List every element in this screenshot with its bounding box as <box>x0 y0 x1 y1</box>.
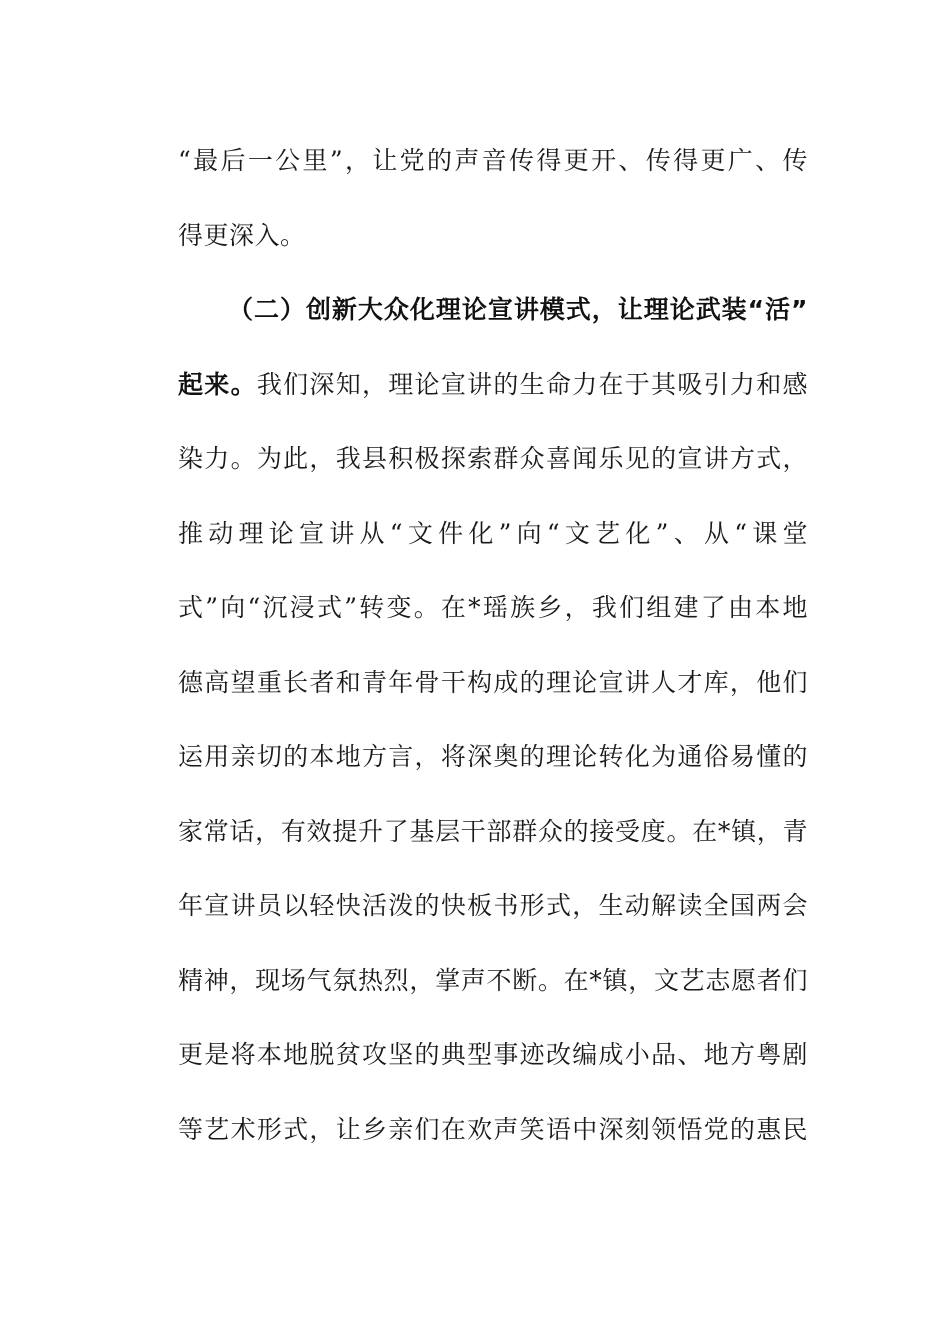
text-line: 染力。为此，我县积极探索群众喜闻乐见的宣讲方式， <box>178 444 808 473</box>
text-line: 式”向“沉浸式”转变。在*瑶族乡，我们组建了由本地 <box>178 593 808 622</box>
text-line: 等艺术形式，让乡亲们在欢声笑语中深刻领悟党的惠民 <box>178 1114 808 1144</box>
section-heading: （二）创新大众化理论宣讲模式，让理论武装“活” <box>228 295 808 324</box>
text-line: 得更深入。 <box>178 220 306 250</box>
paragraph-start: 我们深知，理论宣讲的生命力在于其吸引力和感 <box>256 369 808 399</box>
text-line: 运用亲切的本地方言，将深奥的理论转化为通俗易懂的 <box>178 742 808 771</box>
text-line: 家常话，有效提升了基层干部群众的接受度。在*镇，青 <box>178 816 808 846</box>
text-line: 推动理论宣讲从“文件化”向“文艺化”、从“课堂 <box>178 518 808 548</box>
body-text <box>178 124 808 1167</box>
text-line: 年宣讲员以轻快活泼的快板书形式，生动解读全国两会 <box>178 891 808 920</box>
text-line: “最后一公里”，让党的声音传得更开、传得更广、传 <box>178 146 808 175</box>
section-heading-tail: 起来。 <box>178 369 257 399</box>
text-line: 精神，现场气氛热烈，掌声不断。在*镇，文艺志愿者们 <box>178 965 808 995</box>
text-line: 德高望重长者和青年骨干构成的理论宣讲人才库，他们 <box>178 667 808 697</box>
text-line: 更是将本地脱贫攻坚的典型事迹改编成小品、地方粤剧 <box>178 1040 808 1069</box>
text-line <box>178 348 808 423</box>
